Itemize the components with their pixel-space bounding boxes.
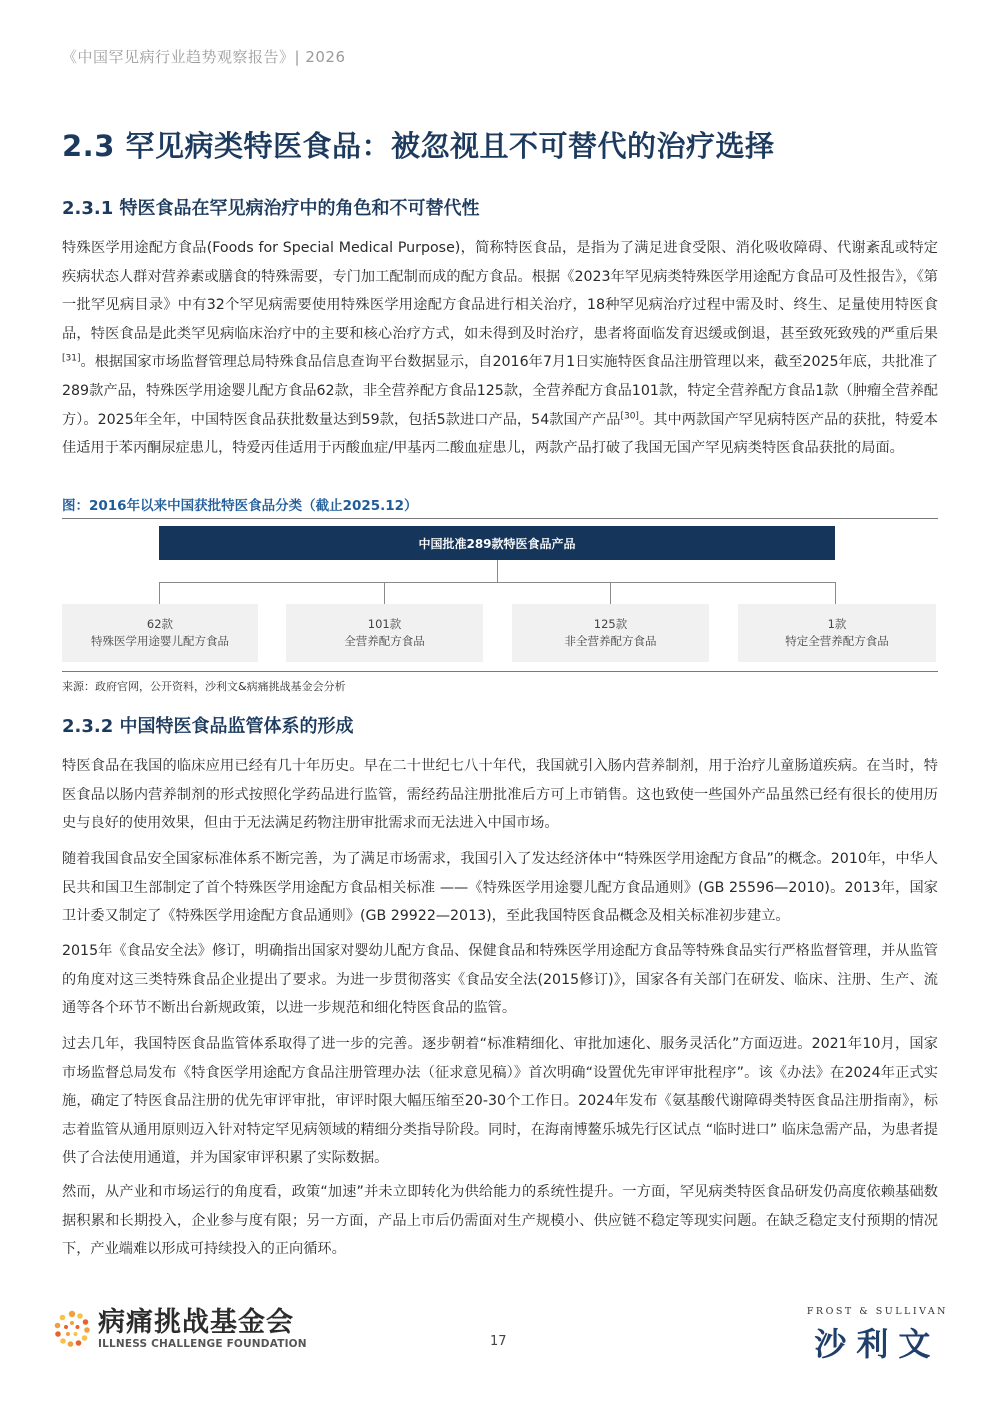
- foundation-ring-icon: [52, 1309, 92, 1349]
- tree-connector-drop: [384, 582, 385, 604]
- tree-connector-bar: [159, 582, 835, 583]
- body-paragraph: 然而，从产业和市场运行的角度看，政策“加速”并未立即转化为供给能力的系统性提升。一方面，罕见病类特医食品研发仍高度依赖基础数据积累和长期投入，企业参与度有限；另一方面，产品上市后仍需面对生产规模小、供应链不稳定等现实问题。在缺乏稳定支付预期的情况下，产业端难以形成可持续投入的正向循环。: [62, 1184, 938, 1258]
- intro-text-c: 。其中两款国产罕见病特医产品的获批，特爱本佳适用于苯丙酮尿症患儿，特爱丙佳适用于丙酸血症/甲基丙二酸血症患儿，两款产品打破了我国无国产罕见病类特医食品获批的局面。: [62, 411, 938, 457]
- child-count: 1款: [827, 617, 847, 631]
- child-count: 101款: [367, 617, 402, 631]
- figure-bottom-rule: [62, 671, 938, 672]
- running-header: 《中国罕见病行业趋势观察报告》| 2026: [62, 48, 346, 66]
- body-paragraph: 特医食品在我国的临床应用已经有几十年历史。早在二十世纪七八十年代，我国就引入肠内营养制剂，用于治疗儿童肠道疾病。在当时，特医食品以肠内营养制剂的形式按照化学药品进行监管，需经药品注册批准后方可上市销售。这也致使一些国外产品虽然已经有很长的使用历史与良好的使用效果，但由于无法满足药物注册审批需求而无法进入中国市场。: [62, 758, 938, 832]
- tree-child-box: [286, 604, 483, 662]
- frost-sullivan-name-cn: 沙利文: [814, 1325, 941, 1363]
- foundation-name-en: ILLNESS CHALLENGE FOUNDATION: [98, 1337, 307, 1350]
- subsection-title-2-3-1: 2.3.1 特医食品在罕见病治疗中的角色和不可替代性: [62, 198, 480, 219]
- tree-root-box: 中国批准289款特医食品产品: [159, 526, 835, 560]
- tree-child-box: [738, 604, 936, 662]
- body-paragraph: 2015年《食品安全法》修订，明确指出国家对婴幼儿配方食品、保健食品和特殊医学用途配方食品等特殊食品实行严格监督管理，并从监管的角度对这三类特殊食品企业提出了要求。为进一步贯彻落实《食品安全法(2015修订)》，国家各有关部门在研发、临床、注册、生产、流通等各个环节不断出台新规政策，以进一步规范和细化特医食品的监管。: [62, 943, 938, 1017]
- intro-text-b: 。根据国家市场监督管理总局特殊食品信息查询平台数据显示，自2016年7月1日实施特医食品注册管理以来，截至2025年底，共批准了289款产品，特殊医学用途婴儿配方食品62款，非全营养配方食品125款，全营养配方食品101款，特定全营养配方食品1款（肿瘤全营养配方）。2025年全年，中国特医食品获批数量达到59款，包括5款进口产品，54款国产产品: [62, 354, 938, 428]
- figure-top-rule: [62, 518, 938, 519]
- tree-connector-trunk: [497, 560, 498, 582]
- body-paragraph: 过去几年，我国特医食品监管体系取得了进一步的完善。逐步朝着“标准精细化、审批加速化、服务灵活化”方面迈进。2021年10月，国家市场监督总局发布《特食医学用途配方食品注册管理办法（征求意见稿）》首次明确“设置优先审评审批程序”。该《办法》在2024年正式实施，确定了特医食品注册的优先审评审批，审评时限大幅压缩至20-30个工作日。2024年发布《氨基酸代谢障碍类特医食品注册指南》，标志着监管从通用原则迈入针对特定罕见病领域的精细分类指导阶段。同时，在海南博鳌乐城先行区试点 “临时进口” 临床急需产品，为患者提供了合法使用通道，并为国家审评积累了实际数据。: [62, 1036, 938, 1167]
- foundation-name-cn: 病痛挑战基金会: [98, 1306, 294, 1338]
- tree-connector-drop: [835, 582, 836, 604]
- illness-challenge-foundation-logo: [52, 1304, 307, 1354]
- figure-source-note: 来源：政府官网，公开资料，沙利文&病痛挑战基金会分析: [62, 680, 346, 693]
- tree-child-box: [512, 604, 709, 662]
- frost-sullivan-name-en: FROST & SULLIVAN: [806, 1306, 948, 1317]
- child-label: 特定全营养配方食品: [785, 634, 889, 648]
- tree-connector-drop: [159, 582, 160, 604]
- page-number: 17: [490, 1334, 507, 1349]
- child-count: 62款: [146, 617, 174, 631]
- child-label: 特殊医学用途婴儿配方食品: [91, 634, 229, 648]
- tree-connector-drop: [610, 582, 611, 604]
- subsection-title-2-3-2: 2.3.2 中国特医食品监管体系的形成: [62, 716, 354, 737]
- citation-30: [30]: [620, 410, 639, 421]
- citation-31: [31]: [62, 353, 81, 364]
- figure-caption: 图：2016年以来中国获批特医食品分类（截止2025.12）: [62, 498, 418, 514]
- tree-child-box: [62, 604, 258, 662]
- child-label: 全营养配方食品: [344, 634, 425, 648]
- body-paragraph: 随着我国食品安全国家标准体系不断完善，为了满足市场需求，我国引入了发达经济体中“特殊医学用途配方食品”的概念。2010年，中华人民共和国卫生部制定了首个特殊医学用途配方食品相关标准 ——《特殊医学用途婴儿配方食品通则》(GB 25596—2010)。2013年，国家卫计委又制定了《特殊医学用途配方食品通则》(GB 29922—2013)，至此我国特医食品概念及相关标准初步建立。: [62, 851, 938, 925]
- intro-paragraph: [62, 234, 938, 463]
- child-count: 125款: [593, 617, 628, 631]
- child-label: 非全营养配方食品: [564, 634, 657, 648]
- section-title: 2.3 罕见病类特医食品：被忽视且不可替代的治疗选择: [62, 129, 775, 163]
- frost-sullivan-logo: [807, 1306, 948, 1365]
- intro-text-a: 特殊医学用途配方食品(Foods for Special Medical Purpose)，简称特医食品，是指为了满足进食受限、消化吸收障碍、代谢紊乱或特定疾病状态人群对营养素或膳食的特殊需要，专门加工配制而成的配方食品。根据《2023年罕见病类特殊医学用途配方食品可及性报告》，《第一批罕见病目录》中有32个罕见病需要使用特殊医学用途配方食品进行相关治疗，18种罕见病治疗过程中需及时、终生、足量使用特医食品，特医食品是此类罕见病临床治疗中的主要和核心治疗方式，如未得到及时治疗，患者将面临发育迟缓或倒退，甚至致死致残的严重后果: [62, 240, 938, 342]
